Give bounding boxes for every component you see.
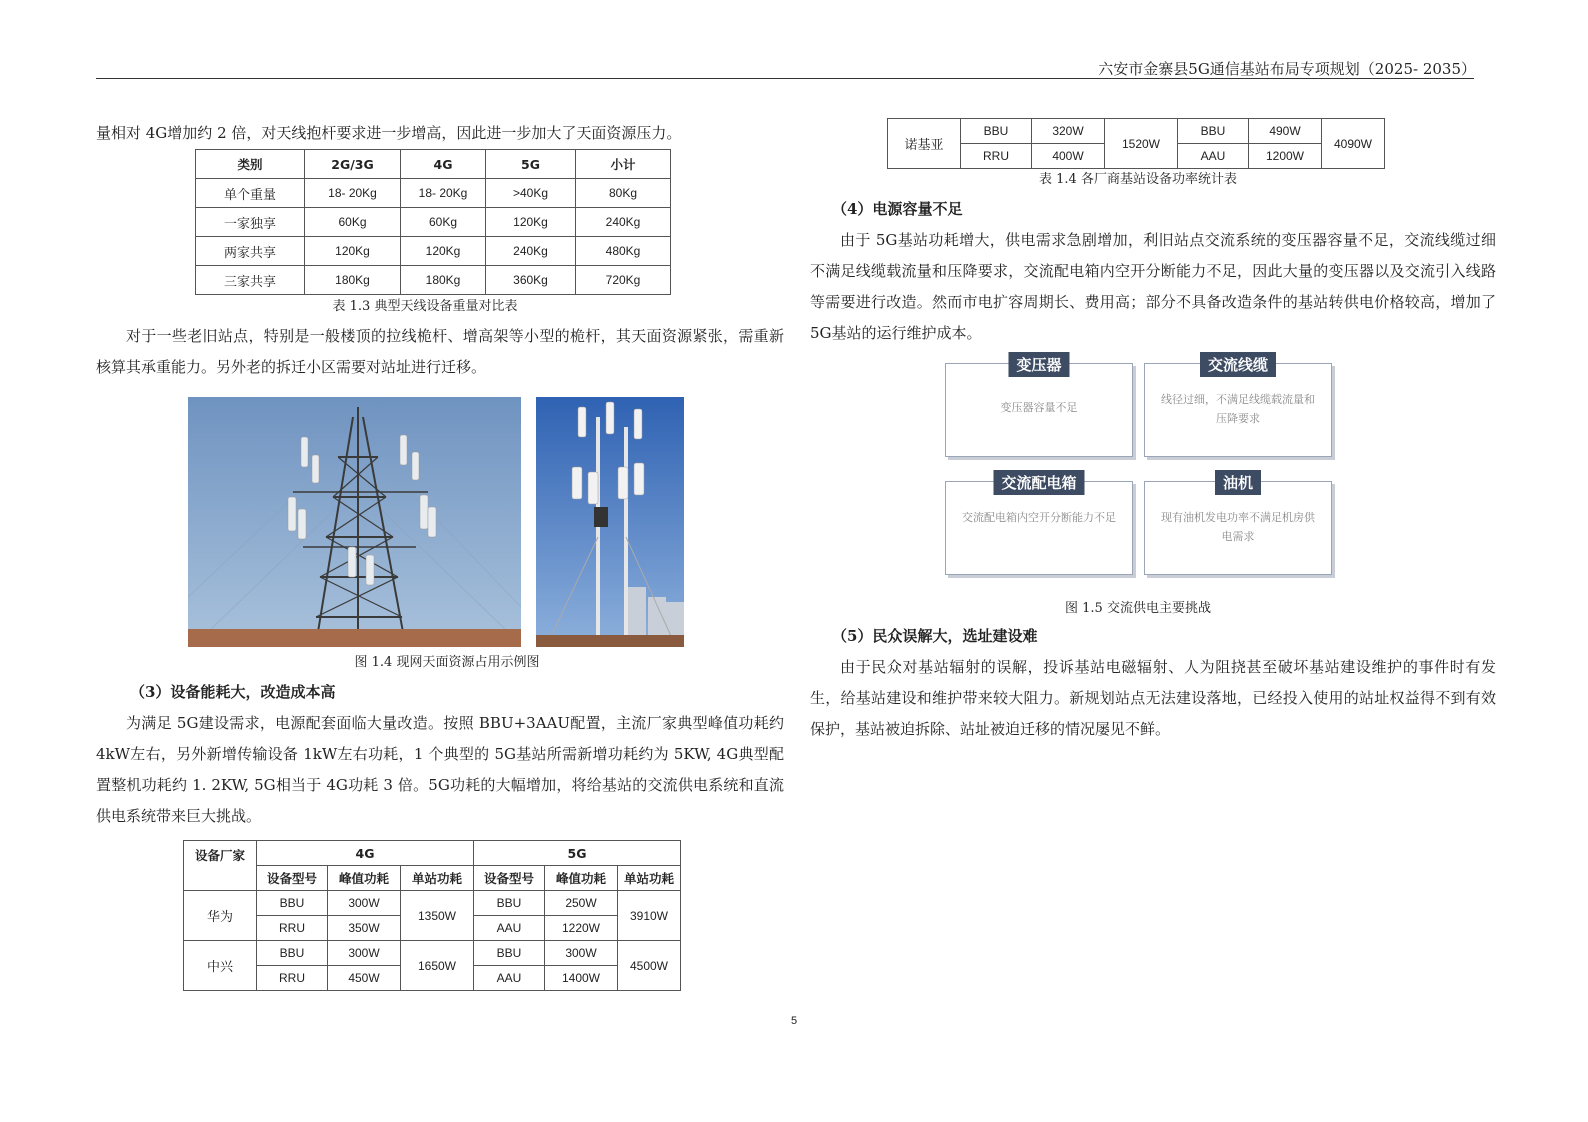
table-header: 类别 — [196, 150, 305, 179]
challenge-card-ac-cable — [1144, 356, 1332, 457]
figure-1-5-caption: 图 1.5 交流供电主要挑战 — [1065, 601, 1211, 616]
table-cell: 三家共享 — [196, 266, 305, 295]
table-header: 设备型号 — [257, 866, 328, 891]
vendor-name: 中兴 — [184, 941, 257, 991]
section-3-heading: （3）设备能耗大，改造成本高 — [130, 683, 336, 701]
table-cell: 4500W — [618, 941, 681, 991]
challenge-body: 交流配电箱内空开分断能力不足 — [962, 511, 1116, 524]
table-row — [888, 119, 1385, 144]
header-rule — [96, 78, 1474, 79]
table-header: 设备型号 — [474, 866, 545, 891]
table-cell: 300W — [328, 891, 401, 916]
table-header: 2G/3G — [305, 150, 401, 179]
challenge-card-ac-distribution-box — [945, 474, 1133, 575]
vendor-name: 华为 — [184, 891, 257, 941]
table-header: 设备厂家 — [184, 841, 257, 891]
challenge-card-transformer — [945, 356, 1133, 457]
challenge-title: 变压器 — [1008, 352, 1069, 377]
table-cell: BBU — [257, 891, 328, 916]
table-header: 峰值功耗 — [545, 866, 618, 891]
table-cell: RRU — [961, 144, 1032, 169]
table-cell: 240Kg — [486, 237, 576, 266]
table-cell: 1650W — [401, 941, 474, 991]
table-cell: RRU — [257, 966, 328, 991]
table-header: 单站功耗 — [401, 866, 474, 891]
table-cell: 720Kg — [576, 266, 671, 295]
table-header: 5G — [474, 841, 681, 866]
paragraph-intro: 量相对 4G增加约 2 倍，对天线抱杆要求进一步增高，因此进一步加大了天面资源压力。 — [96, 124, 682, 142]
figure-1-5-power-challenges — [945, 356, 1339, 593]
table-cell: 490W — [1249, 119, 1322, 144]
table-1-4-caption: 表 1.4 各厂商基站设备功率统计表 — [1039, 172, 1237, 187]
section-4-heading: （4）电源容量不足 — [832, 200, 963, 218]
table-cell: 一家独享 — [196, 208, 305, 237]
paragraph-section-5: 由于民众对基站辐射的误解，投诉基站电磁辐射、人为阻挠甚至破坏基站建设维护的事件时有发生，给基站建设和维护带来较大阻力。新规划站点无法建设落地，已经投入使用的站址权益得不到有效保护，基站被迫拆除、站址被迫迁移的情况屡见不鲜。 — [810, 658, 1496, 738]
table-1-3-caption: 表 1.3 典型天线设备重量对比表 — [332, 299, 518, 314]
document-header-title: 六安市金寨县5G通信基站布局专项规划（2025- 2035） — [1098, 60, 1476, 78]
table-cell: 180Kg — [305, 266, 401, 295]
table-cell: 300W — [545, 941, 618, 966]
challenge-title: 交流线缆 — [1200, 352, 1276, 377]
table-cell: 两家共享 — [196, 237, 305, 266]
table-cell: 1200W — [1249, 144, 1322, 169]
antenna-weight-table — [195, 149, 671, 295]
table-cell: 120Kg — [486, 208, 576, 237]
challenge-title: 交流配电箱 — [993, 470, 1084, 495]
table-cell: AAU — [474, 966, 545, 991]
table-row — [196, 208, 671, 237]
table-row — [196, 179, 671, 208]
vendor-power-table-continued — [887, 118, 1385, 169]
page-number: 5 — [790, 1015, 798, 1027]
section-5-heading: （5）民众误解大，选址建设难 — [832, 627, 1038, 645]
table-cell: 350W — [328, 916, 401, 941]
table-row — [196, 266, 671, 295]
table-cell: 320W — [1032, 119, 1105, 144]
table-cell: BBU — [257, 941, 328, 966]
table-row — [184, 941, 681, 966]
table-header: 4G — [401, 150, 486, 179]
table-cell: 120Kg — [305, 237, 401, 266]
table-cell: 1520W — [1105, 119, 1178, 169]
table-cell: 1400W — [545, 966, 618, 991]
table-header: 单站功耗 — [618, 866, 681, 891]
challenge-title: 油机 — [1215, 470, 1261, 495]
table-cell: BBU — [474, 941, 545, 966]
table-cell: 400W — [1032, 144, 1105, 169]
paragraph-section-4: 由于 5G基站功耗增大，供电需求急剧增加，利旧站点交流系统的变压器容量不足，交流线缆过细不满足线缆载流量和压降要求，交流配电箱内空开分断能力不足，因此大量的变压器以及交流引入线路等需要进行改造。然而市电扩容周期长、费用高；部分不具备改造条件的基站转供电价格较高，增加了 5G基站的运行维护成本。 — [810, 231, 1496, 342]
table-cell: BBU — [1178, 119, 1249, 144]
table-header: 峰值功耗 — [328, 866, 401, 891]
table-cell: BBU — [474, 891, 545, 916]
table-cell: 60Kg — [305, 208, 401, 237]
paragraph-section-3: 为满足 5G建设需求，电源配套面临大量改造。按照 BBU+3AAU配置，主流厂家典型峰值功耗约4kW左右，另外新增传输设备 1kW左右功耗，1 个典型的 5G基站所需新增功耗约为 5KW, 4G典型配置整机功耗约 1. 2KW, 5G相当于 4G功耗 3 倍。5G功耗的大幅增加，将给基站的交流供电系统和直流供电系统带来巨大挑战。 — [96, 714, 784, 825]
table-cell: 300W — [328, 941, 401, 966]
table-cell: 240Kg — [576, 208, 671, 237]
table-cell: 180Kg — [401, 266, 486, 295]
paragraph-old-sites: 对于一些老旧站点，特别是一般楼顶的拉线桅杆、增高架等小型的桅杆，其天面资源紧张，需重新核算其承重能力。另外老的拆迁小区需要对站址进行迁移。 — [96, 327, 784, 376]
challenge-body: 现有油机发电功率不满足机房供电需求 — [1161, 511, 1315, 543]
table-header: 4G — [257, 841, 474, 866]
table-row — [196, 237, 671, 266]
vendor-power-table — [183, 840, 681, 991]
left-column — [96, 118, 784, 991]
table-cell: 4090W — [1322, 119, 1385, 169]
table-row — [184, 891, 681, 916]
figure-1-4 — [96, 397, 784, 647]
table-header: 5G — [486, 150, 576, 179]
table-cell: 1220W — [545, 916, 618, 941]
table-cell: 18- 20Kg — [305, 179, 401, 208]
table-cell: RRU — [257, 916, 328, 941]
table-cell: AAU — [474, 916, 545, 941]
challenge-body: 线径过细，不满足线缆载流量和压降要求 — [1161, 393, 1315, 425]
challenge-body: 变压器容量不足 — [1000, 401, 1078, 414]
table-cell: 120Kg — [401, 237, 486, 266]
right-column — [810, 118, 1496, 745]
table-cell: 250W — [545, 891, 618, 916]
challenge-card-diesel-generator — [1144, 474, 1332, 575]
table-cell: 80Kg — [576, 179, 671, 208]
table-cell: AAU — [1178, 144, 1249, 169]
table-cell: 360Kg — [486, 266, 576, 295]
table-cell: BBU — [961, 119, 1032, 144]
table-cell: >40Kg — [486, 179, 576, 208]
figure-1-4-caption: 图 1.4 现网天面资源占用示例图 — [354, 655, 540, 670]
lattice-tower-photo — [188, 397, 521, 647]
table-header: 小计 — [576, 150, 671, 179]
table-cell: 480Kg — [576, 237, 671, 266]
table-cell: 18- 20Kg — [401, 179, 486, 208]
table-cell: 3910W — [618, 891, 681, 941]
table-cell: 1350W — [401, 891, 474, 941]
table-cell: 450W — [328, 966, 401, 991]
vendor-name: 诺基亚 — [888, 119, 961, 169]
table-cell: 60Kg — [401, 208, 486, 237]
table-cell: 单个重量 — [196, 179, 305, 208]
monopole-tower-photo — [536, 397, 684, 647]
